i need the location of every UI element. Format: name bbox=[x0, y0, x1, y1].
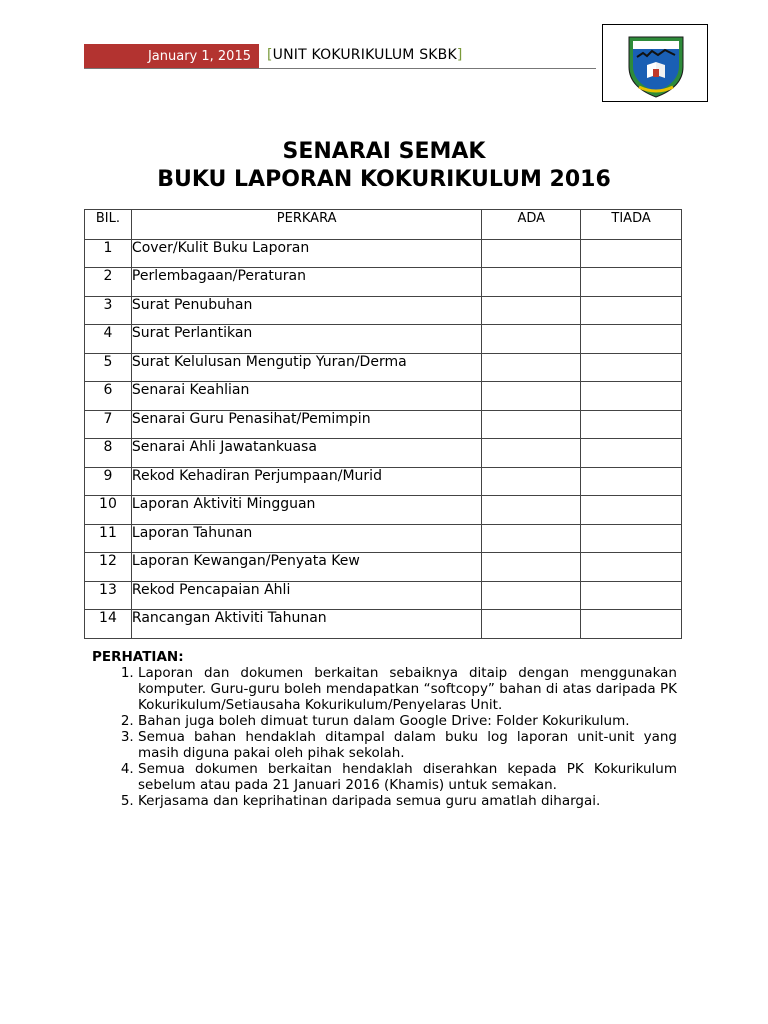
tiada-cell[interactable] bbox=[581, 353, 682, 382]
ada-cell[interactable] bbox=[482, 467, 581, 496]
row-item: Perlembagaan/Peraturan bbox=[131, 268, 481, 297]
school-crest-icon bbox=[625, 29, 687, 99]
row-number: 13 bbox=[85, 581, 132, 610]
table-row bbox=[85, 353, 682, 382]
page-title-line1: SENARAI SEMAK bbox=[282, 139, 486, 164]
ada-cell[interactable] bbox=[482, 353, 581, 382]
ada-cell[interactable] bbox=[482, 382, 581, 411]
header-bil: BIL. bbox=[85, 210, 132, 240]
table-row bbox=[85, 325, 682, 354]
row-number: 8 bbox=[85, 439, 132, 468]
ada-cell[interactable] bbox=[482, 581, 581, 610]
table-row bbox=[85, 410, 682, 439]
tiada-cell[interactable] bbox=[581, 268, 682, 297]
header-perkara: PERKARA bbox=[131, 210, 481, 240]
header-unit-title bbox=[267, 47, 463, 63]
row-number: 9 bbox=[85, 467, 132, 496]
row-number: 10 bbox=[85, 496, 132, 525]
row-item: Rekod Kehadiran Perjumpaan/Murid bbox=[131, 467, 481, 496]
row-number: 5 bbox=[85, 353, 132, 382]
ada-cell[interactable] bbox=[482, 410, 581, 439]
header-tiada: TIADA bbox=[581, 210, 682, 240]
table-row bbox=[85, 296, 682, 325]
list-item: 4. Semua dokumen berkaitan hendaklah diserahkan kepada PK Kokurikulum sebelum atau pada 21 Januari 2016 (Khamis) untuk semakan. bbox=[138, 761, 677, 793]
row-number: 1 bbox=[85, 239, 132, 268]
tiada-cell[interactable] bbox=[581, 325, 682, 354]
tiada-cell[interactable] bbox=[581, 553, 682, 582]
tiada-cell[interactable] bbox=[581, 382, 682, 411]
tiada-cell[interactable] bbox=[581, 496, 682, 525]
tiada-cell[interactable] bbox=[581, 524, 682, 553]
row-number: 4 bbox=[85, 325, 132, 354]
school-logo bbox=[602, 24, 708, 102]
list-item: 2. Bahan juga boleh dimuat turun dalam Google Drive: Folder Kokurikulum. bbox=[138, 713, 677, 729]
list-item: 1. Laporan dan dokumen berkaitan sebaiknya ditaip dengan menggunakan komputer. Guru-guru boleh mendapatkan “softcopy” bahan di atas daripada PK Kokurikulum/Setiausaha Kokurikulum/Penyelaras Unit. bbox=[138, 665, 677, 713]
notes-section bbox=[92, 649, 677, 809]
row-number: 7 bbox=[85, 410, 132, 439]
tiada-cell[interactable] bbox=[581, 467, 682, 496]
bracket-close: ] bbox=[456, 47, 463, 63]
table-row bbox=[85, 467, 682, 496]
row-item: Surat Perlantikan bbox=[131, 325, 481, 354]
table-row bbox=[85, 496, 682, 525]
row-item: Laporan Tahunan bbox=[131, 524, 481, 553]
table-row bbox=[85, 553, 682, 582]
row-number: 6 bbox=[85, 382, 132, 411]
table-row bbox=[85, 439, 682, 468]
row-item: Surat Penubuhan bbox=[131, 296, 481, 325]
ada-cell[interactable] bbox=[482, 325, 581, 354]
row-number: 11 bbox=[85, 524, 132, 553]
row-number: 2 bbox=[85, 268, 132, 297]
header-ada: ADA bbox=[482, 210, 581, 240]
table-row bbox=[85, 610, 682, 639]
row-item: Rekod Pencapaian Ahli bbox=[131, 581, 481, 610]
list-item: 5. Kerjasama dan keprihatinan daripada semua guru amatlah dihargai. bbox=[138, 793, 677, 809]
row-item: Senarai Ahli Jawatankuasa bbox=[131, 439, 481, 468]
tiada-cell[interactable] bbox=[581, 610, 682, 639]
row-item: Surat Kelulusan Mengutip Yuran/Derma bbox=[131, 353, 481, 382]
ada-cell[interactable] bbox=[482, 553, 581, 582]
ada-cell[interactable] bbox=[482, 296, 581, 325]
ada-cell[interactable] bbox=[482, 496, 581, 525]
row-item: Senarai Guru Penasihat/Pemimpin bbox=[131, 410, 481, 439]
row-item: Senarai Keahlian bbox=[131, 382, 481, 411]
table-row bbox=[85, 382, 682, 411]
row-item: Laporan Aktiviti Mingguan bbox=[131, 496, 481, 525]
ada-cell[interactable] bbox=[482, 239, 581, 268]
row-item: Cover/Kulit Buku Laporan bbox=[131, 239, 481, 268]
notes-list bbox=[92, 665, 677, 809]
table-row bbox=[85, 239, 682, 268]
row-number: 3 bbox=[85, 296, 132, 325]
tiada-cell[interactable] bbox=[581, 439, 682, 468]
tiada-cell[interactable] bbox=[581, 239, 682, 268]
ada-cell[interactable] bbox=[482, 610, 581, 639]
table-header-row bbox=[85, 210, 682, 240]
row-item: Rancangan Aktiviti Tahunan bbox=[131, 610, 481, 639]
table-row bbox=[85, 524, 682, 553]
header-date: January 1, 2015 bbox=[84, 44, 259, 68]
checklist-table bbox=[84, 209, 682, 639]
list-item: 3. Semua bahan hendaklah ditampal dalam buku log laporan unit-unit yang masih diguna pakai oleh pihak sekolah. bbox=[138, 729, 677, 761]
tiada-cell[interactable] bbox=[581, 296, 682, 325]
bracket-open: [ bbox=[267, 47, 273, 63]
unit-name: UNIT KOKURIKULUM SKBK bbox=[272, 47, 457, 63]
ada-cell[interactable] bbox=[482, 268, 581, 297]
header-divider bbox=[84, 68, 596, 69]
tiada-cell[interactable] bbox=[581, 581, 682, 610]
notes-title: PERHATIAN: bbox=[92, 649, 184, 665]
table-row bbox=[85, 268, 682, 297]
ada-cell[interactable] bbox=[482, 439, 581, 468]
ada-cell[interactable] bbox=[482, 524, 581, 553]
row-number: 12 bbox=[85, 553, 132, 582]
row-number: 14 bbox=[85, 610, 132, 639]
page-title-line2: BUKU LAPORAN KOKURIKULUM 2016 bbox=[157, 167, 611, 192]
row-item: Laporan Kewangan/Penyata Kew bbox=[131, 553, 481, 582]
tiada-cell[interactable] bbox=[581, 410, 682, 439]
table-row bbox=[85, 581, 682, 610]
